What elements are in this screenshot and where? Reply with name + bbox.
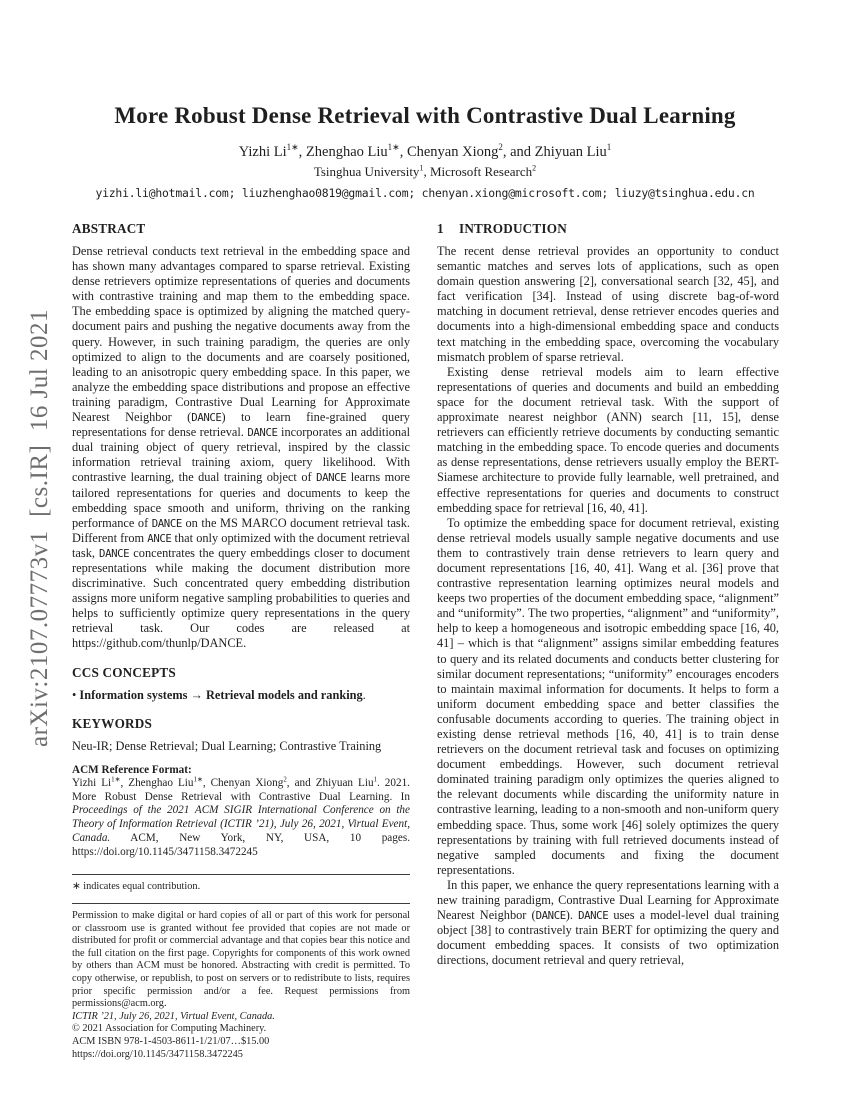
right-column: [437, 221, 779, 969]
page-title: More Robust Dense Retrieval with Contrastive Dual Learning: [114, 103, 736, 128]
acm-reference-heading: ACM Reference Format:: [72, 763, 192, 776]
affiliations-line: Tsinghua University$^1$, Microsoft Research$^2$: [313, 163, 537, 179]
acm-reference-text: Yizhi $Li^{1∗}$, Zhenghao Liu$^{1∗}$, Chenyan Xiong$^2$, and Zhiyuan Liu$^1$. 2021. More Robust Dense Retrieval with Contrastive Dual Learning. In Proceedings of the 2021 ACM SIGIR International Conference on the Theory of Information Retrieval (ICTIR ’21), July 26, 2021, Virtual Event, Canada. ACM, New York, NY, USA, 10 pages. https://doi.org/10.1145/3471158.3472245: [72, 774, 410, 858]
authors-line: Yizhi $Li^{1∗}$, Zhenghao Liu$^{1∗}$, Chenyan Xiong$^2$, and Zhiyuan Liu$^1$: [238, 142, 612, 160]
intro-paragraph: Existing dense retrieval models aim to learn effective representations of queries and documents and build an embedding space for the document retrieval task. With the support of approximate nearest neighbor (ANN) search [11, 15], dense retrievers can efficiently retrieve documents by conducting semantic matching in the embedding space. To encode queries and documents as dense representations, dense retrievers usually employ the BERT-Siamese architecture to provide fully learnable, well pretrained, and effective representations for queries and documents to construct embedding space for retrieval [16, 40, 41].: [437, 364, 779, 515]
abstract-text: Dense retrieval conducts text retrieval in the embedding space and has shown many advantages compared to sparse retrieval. Existing dense retrievers optimize representations of queries and documents with contrastive training and map them to the embedding space. The embedding space is optimized by aligning the matched query-document pairs and pushing the negative documents away from the query. However, in such training paradigm, the queries are only optimized to align to the documents and are coarsely positioned, leading to an anisotropic query embedding space. In this paper, we analyze the embedding space distributions and propose an effective training paradigm, Contrastive Dual Learning for Approximate Nearest Neighbor (DANCE) to learn fine-grained query representations for dense retrieval. DANCE incorporates an additional dual training object of query retrieval, inspired by the classic information retrieval training axiom, query likelihood. With contrastive learning, the dual training object of DANCE learns more tailored representations for queries and documents to keep the embedding space smooth and uniform, thriving on the ranking performance of DANCE on the MS MARCO document retrieval task. Different from ANCE that only optimized with the document retrieval task, DANCE concentrates the query embeddings closer to document representations while making the document distribution more discriminative. Such concentrated query embedding distribution assigns more uniform negative sampling probabilities to queries and helps to sufficiently optimize query representations in the query retrieval task. Our codes are released at https://github.com/thunlp/DANCE.: [72, 244, 411, 651]
intro-heading: [437, 221, 779, 237]
intro-paragraph: In this paper, we enhance the query representations learning with a new training paradigm, Contrastive Dual Learning for Approximate Nearest Neighbor (DANCE). DANCE uses a model-level dual training object [38] to contrastively train BERT for optimizing the query and document embedding spaces. It consists of two optimization directions, document retrieval and query retrieval,: [437, 877, 779, 968]
arxiv-watermark: arXiv:2107.07773v1 [cs.IR] 16 Jul 2021: [26, 308, 53, 748]
footnote-divider: [72, 874, 410, 875]
intro-heading-label: INTRODUCTION: [459, 221, 567, 236]
permission-text: Permission to make digital or hard copies of all or part of this work for personal or classroom use is granted without fee provided that copies are not made or distributed for profit or commercial advantage and that copies bear this notice and the full citation on the first page. Copyrights for components of this work owned by others than ACM must be honored. Abstracting with credit is permitted. To copy otherwise, or republish, to post on servers or to redistribute to lists, requires prior specific permission and/or a fee. Request permissions from permissions@acm.org. ICTIR ’21, July 26, 2021, Virtual Event, Canada. © 2021 Association for Computing Machinery. ACM ISBN 978-1-4503-8611-1/21/07…$15.00 https://doi.org/10.1145/3471158.3472245: [72, 910, 410, 1060]
footnote-text: ∗ indicates equal contribution.: [72, 880, 201, 892]
abstract-heading: ABSTRACT: [72, 221, 146, 236]
intro-paragraph: The recent dense retrieval provides an opportunity to conduct semantic matches and serves lots of applications, such as open domain question answering [2], conversational search [32, 45], and fact verification [34]. Instead of using discrete bag-of-word matching in document retrieval, dense retriever encodes queries and documents into a high-dimensional embedding space and conducts text matching in the embedding space, overcoming the vocabulary mismatch problem of sparse retrieval.: [437, 244, 779, 364]
left-column: [72, 221, 410, 1061]
intro-paragraphs: [437, 244, 779, 969]
permission-divider: [72, 903, 410, 904]
title-block: [0, 103, 850, 200]
keywords-text: Neu-IR; Dense Retrieval; Dual Learning; Contrastive Training: [72, 738, 382, 753]
intro-paragraph: To optimize the embedding space for document retrieval, existing dense retrieval models usually sample negative documents and use them to contrastively train dense retrievers to learn query and document representations [16, 40, 41]. Wang et al. [36] prove that contrastive representation learning optimizes neural models and keeps two properties of the document embedding space, “alignment” and “uniformity”. The two properties, “alignment” and “uniformity”, help to keep a homogeneous and isotropic embedding space [16, 40, 41] – which is that “alignment” assigns similar embedding features to query and its related documents and conducts better clustering for similar document representations; “uniformity” encourages encoders to maintain maximal information for documents. It helps to form a uniform document embedding space and better classifies the confusable documents according to queries. The training object in existing dense retrieval methods [16, 40, 41] is to train dense retrievers on the document retrieval task and focuses on optimizing document embeddings. However, such document retrieval dominated training paradigm only optimizes the queries aligned to the relevant documents while discarding the uniformity nature in contrastive learning, leading to a non-smooth and non-uniform query embedding space. Thus, some work [46] solely optimizes the query representations by training with full retrieved documents instead of negative sampled documents and fixing the document representations.: [437, 515, 779, 877]
ccs-text: • Information systems → Retrieval models and ranking.: [72, 687, 366, 702]
keywords-heading: KEYWORDS: [72, 715, 153, 731]
emails-line: yizhi.li@hotmail.com; liuzhenghao0819@gmail.com; chenyan.xiong@microsoft.com; liuzy@tsinghua.edu.cn: [95, 186, 755, 200]
intro-heading-number: 1: [437, 221, 444, 236]
ccs-heading: CCS CONCEPTS: [72, 664, 176, 680]
